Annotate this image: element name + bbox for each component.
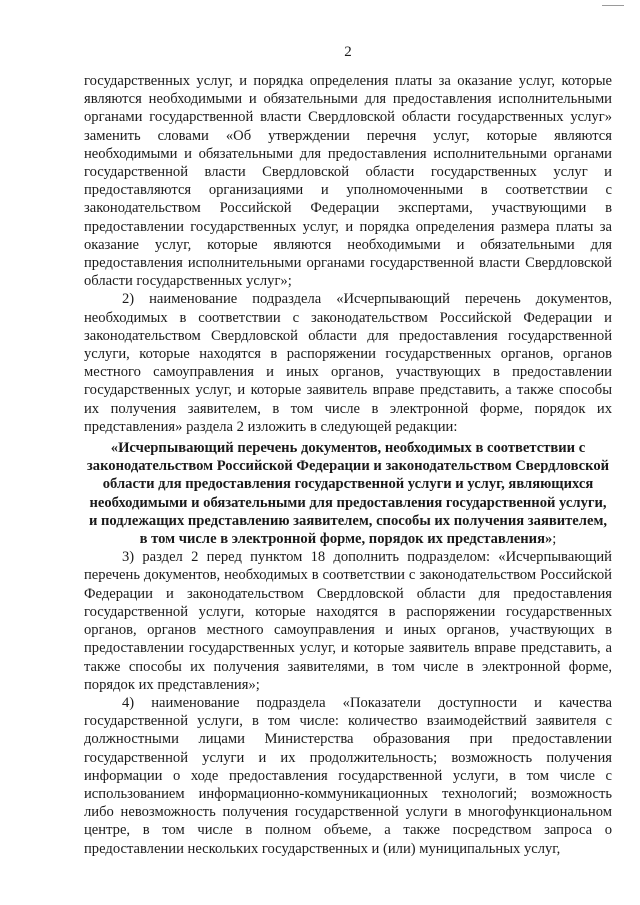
- paragraph-4: 4) наименование подраздела «Показатели доступности и качества государственной услуги, в том числе: количество взаимодействий заявителя с должностными лицами Министерства образования при предоставлении государственной услуги и их продолжительность; возможность получения информации о ходе предоставления государственной услуги, в том числе с использованием информационно-коммуникационных технологий; возможность либо невозможность получения государственной услуги в многофункциональном центре, в том числе в полном объеме, а также посредством запроса о предоставлении нескольких государственных и (или) муниципальных услуг,: [84, 694, 612, 857]
- document-page: [84, 0, 612, 905]
- paragraph-2: 2) наименование подраздела «Исчерпывающий перечень документов, необходимых в соответствии с законодательством Российской Федерации и законодательством Свердловской области для предоставления государственной услуги, которые находятся в распоряжении государственных органов, органов местного самоуправления и иных органов, участвующих в предоставлении государственных услуг, и которые заявитель вправе представить, а также способы их получения заявителем, в том числе в электронной форме, порядок их представления» раздела 2 изложить в следующей редакции:: [84, 291, 612, 435]
- subsection-heading: [84, 439, 612, 548]
- page-number: 2: [344, 44, 352, 60]
- document-body: [84, 72, 612, 858]
- paragraph-1: государственных услуг, и порядка определения платы за оказание услуг, которые являются необходимыми и обязательными для предоставления исполнительными органами государственной власти Свердловской области государственных услуг» заменить словами «Об утверждении перечня услуг, которые являются необходимыми и обязательными для предоставления исполнительными органами государственной власти Свердловской области государственных услуг и предоставляются организациями и уполномоченными в соответствии с законодательством Российской Федерации экспертами, участвующими в предоставлении государственных услуг, и порядка определения размера платы за оказание услуг, которые являются необходимыми и обязательными для предоставления исполнительными органами государственной власти Свердловской области государственных услуг»;: [84, 73, 612, 290]
- subsection-heading-tail: ;: [552, 531, 557, 548]
- subsection-heading-text: «Исчерпывающий перечень документов, необходимых в соответствии с законодательством Российской Федерации и законодательством Свердловской области для предоставления государственной услуги и услуг, являющихся необходимыми и обязательными для предоставления государственной услуги, и подлежащих представлению заявителем, способы их получения заявителем, в том числе в электронной форме, порядок их представления»: [86, 440, 610, 548]
- paragraph-3: 3) раздел 2 перед пунктом 18 дополнить подразделом: «Исчерпывающий перечень документов, необходимых в соответствии с законодательством Российской Федерации и законодательством Свердловской области для предоставления государственной услуги, которые находятся в распоряжении государственных органов, органов местного самоуправления и иных органов, участвующих в предоставлении государственных услуг, и которые заявитель вправе представить, а также способы их получения заявителями, в том числе в электронной форме, порядок их представления»;: [84, 549, 612, 693]
